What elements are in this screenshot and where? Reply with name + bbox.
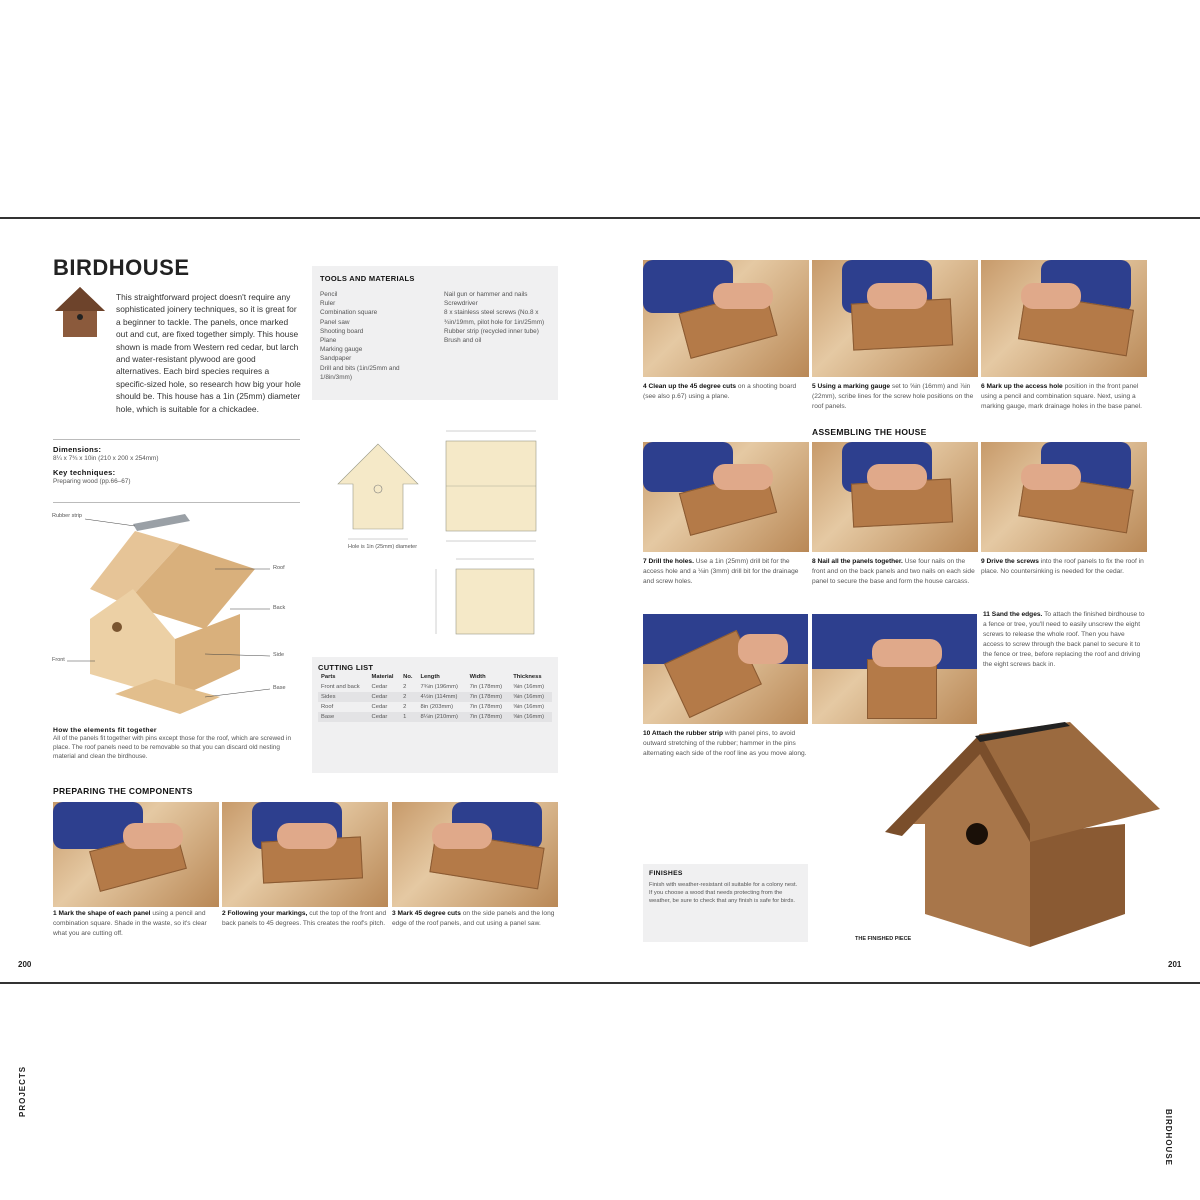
step-photo-2 [222, 802, 388, 907]
tool-item: Nail gun or hammer and nails [444, 291, 528, 298]
step-title: 2 Following your markings, [222, 910, 308, 917]
finishes-box [643, 864, 808, 942]
side-tab-projects: PROJECTS [18, 1065, 27, 1117]
divider [53, 502, 300, 503]
step-caption-6 [981, 382, 1147, 412]
table-cell: ⅝in (16mm) [510, 692, 552, 702]
side-tab-birdhouse: BIRDHOUSE [1164, 1109, 1173, 1167]
section-heading-preparing: PREPARING THE COMPONENTS [53, 786, 193, 796]
step-title: 9 Drive the screws [981, 558, 1039, 565]
step-title: 10 Attach the rubber strip [643, 730, 723, 737]
step-title: 5 Using a marking gauge [812, 383, 891, 390]
label-rubber-strip: Rubber strip [52, 513, 82, 519]
table-row [318, 692, 552, 702]
table-cell: 2 [403, 704, 407, 710]
column-header: Parts [321, 674, 336, 680]
table-cell: 8in (203mm) [420, 704, 454, 710]
table-cell: 8¼in (210mm) [418, 712, 467, 722]
step-photo-1 [53, 802, 219, 907]
hand [713, 283, 773, 309]
tool-item: Brush and oil [444, 337, 482, 345]
key-techniques-label: Key techniques: [53, 468, 116, 478]
table-cell: Roof [321, 704, 334, 710]
tool-item: Drill and bits (1in/25mm and 1/8in/3mm) [320, 364, 400, 381]
finished-birdhouse-photo [880, 714, 1165, 949]
column-header: No. [403, 674, 413, 680]
table-cell: 7in (178mm) [467, 712, 511, 722]
step-text: set to ⅝in (16mm) and ⅞in (22mm), scribe lines for the screw hole positions on the roof panels. [812, 383, 974, 410]
step-title: 7 Drill the holes. [643, 558, 694, 565]
cutting-list [312, 657, 558, 773]
step-title: 3 Mark 45 degree cuts [392, 910, 461, 917]
tool-item: 8 x stainless steel screws (No.8 x ¾in/19mm, pilot hole for 1in/25mm) [444, 309, 545, 326]
birdhouse-thumbnail [53, 285, 107, 339]
label-base: Base [273, 685, 286, 691]
table-cell: Front and back [321, 684, 360, 690]
table-cell: 2 [400, 692, 417, 702]
hand [867, 464, 927, 490]
key-techniques-value: Preparing wood (pp.66–67) [53, 478, 131, 486]
table-cell: 7in (178mm) [469, 704, 503, 710]
hand [1021, 464, 1081, 490]
drawing-caption: Hole is 1in (25mm) diameter [348, 544, 418, 550]
step-caption-9 [981, 557, 1147, 577]
step-text: on a shooting board (see also p.67) using a plane. [643, 383, 797, 400]
table-cell: Base [318, 712, 369, 722]
step-caption-2 [222, 909, 388, 929]
step-caption-10 [643, 729, 808, 759]
hand [713, 464, 773, 490]
step-caption-8 [812, 557, 978, 587]
table-row [318, 702, 552, 712]
step-photo-6 [981, 260, 1147, 377]
finished-piece-label: THE FINISHED PIECE [855, 936, 912, 942]
step-text: on the side panels and the long edge of the roof panels, and cut using a panel saw. [392, 910, 555, 927]
step-photo-9 [981, 442, 1147, 552]
step-caption-5 [812, 382, 978, 412]
fit-text: All of the panels fit together with pins except those for the roof, which are screwed in place. The roof panels need to be removable so that you can discard old nesting material and clean the birdhouse. [53, 735, 292, 761]
divider [53, 439, 300, 440]
label-back: Back [273, 605, 286, 611]
finishes-heading: FINISHES [649, 870, 683, 877]
hand [432, 823, 492, 849]
table-cell: Cedar [371, 704, 388, 710]
table-cell: ⅝in (16mm) [513, 704, 545, 710]
column-header: Width [469, 674, 486, 680]
step-photo-10 [643, 614, 808, 724]
step-title: 11 Sand the edges. [983, 611, 1043, 618]
step-text: with panel pins, to avoid outward stretching of the rubber; hammer in the pins alternating each side of the roof line as you move along. [643, 730, 807, 757]
dimensions-value: 8¼ x 7¾ x 10in (210 x 200 x 254mm) [53, 455, 159, 462]
tools-heading: TOOLS AND MATERIALS [320, 274, 415, 283]
tool-item: Shooting board [320, 327, 364, 335]
tool-item: Marking gauge [320, 346, 363, 354]
step-photo-8 [812, 442, 978, 552]
step-caption-7 [643, 557, 809, 587]
table-cell: ⅝in (16mm) [510, 712, 552, 722]
step-photo-3 [392, 802, 558, 907]
page-number-right: 201 [1168, 960, 1182, 969]
step-caption-1 [53, 909, 219, 939]
column-header: Thickness [513, 674, 542, 680]
tool-item: Screwdriver [444, 300, 478, 308]
table-cell: Cedar [369, 712, 401, 722]
label-front: Front [52, 657, 65, 663]
table-cell: 4½in (114mm) [418, 692, 467, 702]
tools-list-1 [320, 290, 430, 382]
fit-heading: How the elements fit together [53, 727, 157, 734]
step-text: Use a 1in (25mm) drill bit for the access hole and a ⅛in (3mm) drill bit for the drainage and screw holes. [643, 558, 799, 585]
page-number-left: 200 [18, 960, 32, 969]
step-title: 6 Mark up the access hole [981, 383, 1063, 390]
step-caption-3 [392, 909, 558, 929]
table-cell: Cedar [371, 684, 388, 690]
table-row [318, 712, 552, 722]
step-text: using a pencil and combination square. Shade in the waste, so it's clear what you are cutting off. [53, 910, 207, 937]
cutting-list-table [318, 672, 552, 722]
tools-list-2 [444, 290, 550, 382]
tool-item: Panel saw [320, 318, 350, 326]
step-text: position in the front panel using a pencil and combination square. Next, using a marking gauge, mark drainage holes in the base panel. [981, 383, 1142, 410]
step-caption-4 [643, 382, 809, 402]
finishes-text: Finish with weather-resistant oil suitable for a colony nest. If you choose a wood that needs protecting from the weather, be sure to check that any finish is safe for birds. [649, 882, 798, 904]
step-photo-5 [812, 260, 978, 377]
table-row [318, 682, 552, 692]
step-photo-7 [643, 442, 809, 552]
label-side: Side [273, 652, 285, 658]
tool-item: Sandpaper [320, 355, 352, 363]
hand [123, 823, 183, 849]
step-text: To attach the finished birdhouse to a fence or tree, you'll need to easily unscrew the eight screws to release the whole roof. Then you have access to screw through the back panel to secure it to the fence or tree, before replacing the roof and driving the eight screws back in. [983, 611, 1145, 668]
exploded-diagram [52, 509, 295, 719]
intro-text: This straightforward project doesn't require any sophisticated joinery techniques, so it is great for a beginner to tackle. The panels, once marked out and cut, are fixed together simply. This house shown is made from Western red cedar, but larch and water-resistant plywood are good alternatives. Each bird species requires a specific-sized hole, so research how big your hole should be. This house has a 1in (25mm) diameter hole, which is suitable for a chickadee. [116, 292, 301, 414]
step-text: into the roof panels to fix the roof in place. No countersinking is needed for the cedar. [981, 558, 1144, 575]
step-text: cut the top of the front and back panels to 45 degrees. This creates the roof's pitch. [222, 910, 387, 927]
tool-item: Plane [320, 337, 337, 345]
tools-box [312, 266, 558, 400]
column-header: Length [420, 674, 440, 680]
step-title: 1 Mark the shape of each panel [53, 910, 151, 917]
label-roof: Roof [273, 565, 285, 571]
hand [1021, 283, 1081, 309]
table-cell: 7¾in (196mm) [420, 684, 458, 690]
table-cell: ⅝in (16mm) [513, 684, 545, 690]
table-cell: Cedar [369, 692, 401, 702]
step-title: 4 Clean up the 45 degree cuts [643, 383, 737, 390]
tool-item: Rubber strip (recycled inner tube) [444, 327, 539, 335]
page-title: BIRDHOUSE [53, 255, 190, 280]
dimensions-label: Dimensions: [53, 445, 102, 454]
section-heading-assembling: ASSEMBLING THE HOUSE [812, 427, 927, 437]
cutting-list-heading: CUTTING LIST [318, 663, 374, 672]
tool-item: Combination square [320, 309, 378, 317]
hand [867, 283, 927, 309]
step-title: 8 Nail all the panels together. [812, 558, 903, 565]
table-cell: 1 [400, 712, 417, 722]
table-cell: 7in (178mm) [467, 692, 511, 702]
book-spread [0, 217, 1200, 1167]
table-cell: Sides [318, 692, 369, 702]
table-cell: 2 [403, 684, 407, 690]
column-header: Material [371, 674, 394, 680]
tool-item: Ruler [320, 300, 336, 308]
tool-item: Pencil [320, 291, 338, 298]
step-caption-11 [983, 610, 1147, 670]
table-cell: 7in (178mm) [469, 684, 503, 690]
step-text: Use four nails on the front and on the back panels and two nails on each side panel to secure the base and form the house carcass. [812, 558, 975, 585]
step-photo-11 [812, 614, 977, 724]
step-photo-4 [643, 260, 809, 377]
hand [277, 823, 337, 849]
technical-drawings [318, 419, 558, 639]
